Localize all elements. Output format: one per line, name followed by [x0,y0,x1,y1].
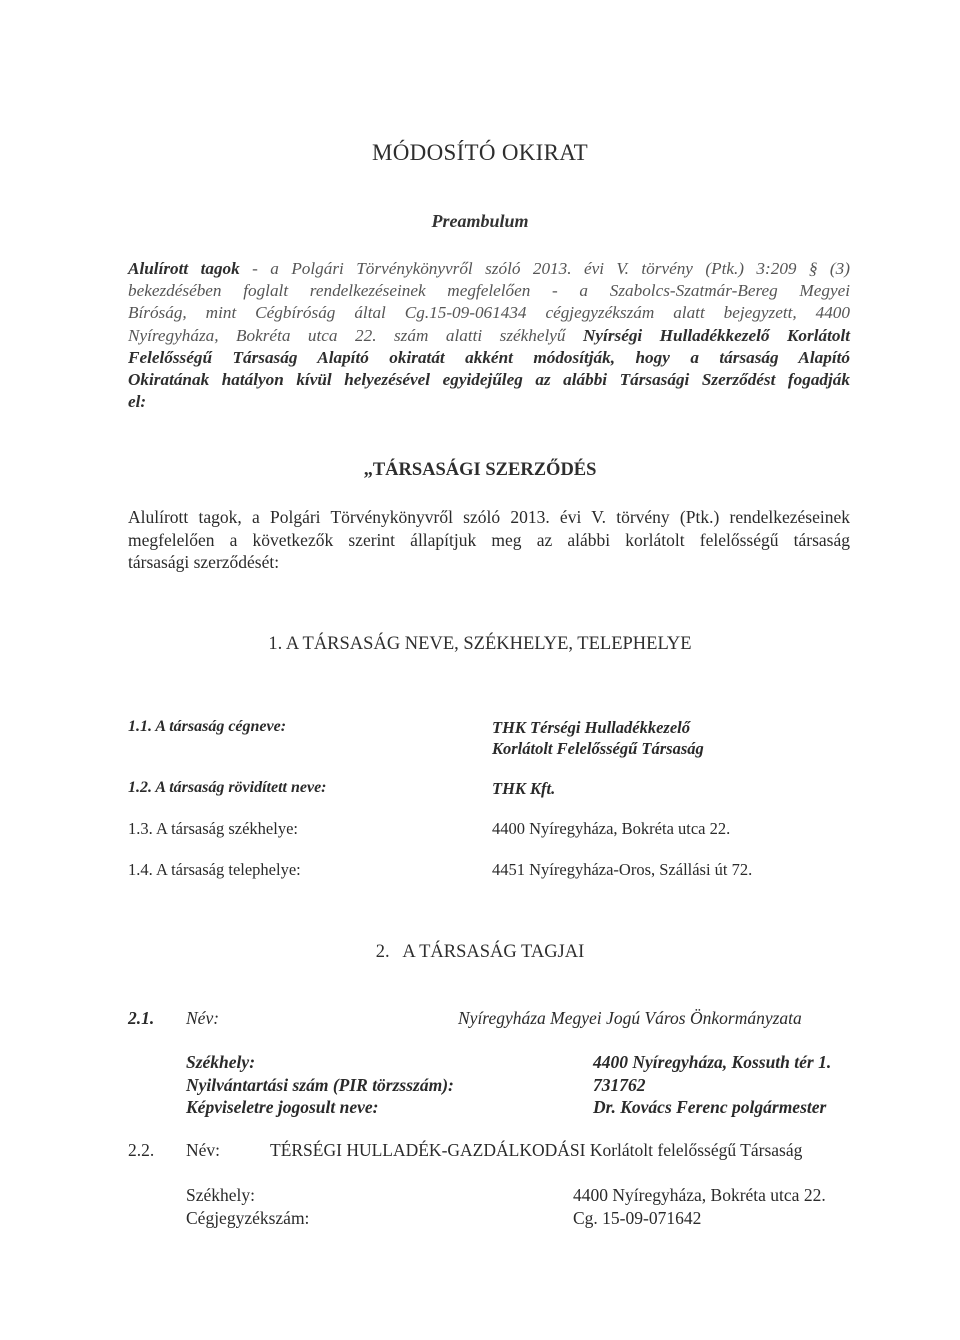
member1-rep: Dr. Kovács Ferenc polgármester [593,1097,827,1117]
preamble-paragraph: Alulírott tagok - a Polgári Törvénykönyvről szóló 2013. évi V. törvény (Ptk.) 3:209 § (3) bekezdésében foglalt rendelkezéseinek megfelelően - a Szabolcs-Szatmár-Bereg Megyei Bíróság, mint Cégbíróság által Cg.15-09-061434 cégjegyzékszám alatt bejegyzett, 4400 Nyíregyháza, Bokréta utca 22. szám alatti székhelyű Nyírségi Hulladékkezelő Korlátolt Felelősségű Társaság Alapító okiratát akként módosítják, hogy a társaság Alapító Okiratának hatályon kívül helyezésével egyidejűleg az alábbi Társasági Szerződést fogadják el: [128,259,851,412]
contract-heading: „TÁRSASÁGI SZERZŐDÉS [363,460,597,480]
row-1-1-value-2: Korlátolt Felelősségű Társaság [492,739,704,758]
member1-seat: 4400 Nyíregyháza, Kossuth tér 1. [593,1052,832,1072]
row-1-2-value: THK Kft. [492,779,556,798]
member2-seat: 4400 Nyíregyháza, Bokréta utca 22. [573,1185,826,1205]
preamble-heading: Preambulum [431,211,529,231]
row-1-2-label: 1.2. A társaság rövidített neve: [128,779,327,796]
member2-name: TÉRSÉGI HULLADÉK-GAZDÁLKODÁSI Korlátolt felelősségű Társaság [270,1140,803,1160]
member1-pir: 731762 [593,1075,646,1095]
preamble-members: Alulírott tagok [128,259,240,278]
member1-seat-label: Székhely: [186,1052,256,1072]
section2-heading: 2. A TÁRSASÁG TAGJAI [375,942,585,962]
company-old-name: Nyírségi Hulladékkezelő Korlátolt [583,325,851,345]
member2-reg: Cg. 15-09-071642 [573,1208,702,1228]
row-1-1-value: THK Térségi Hulladékkezelő [492,718,690,737]
section1-heading: 1. A TÁRSASÁG NEVE, SZÉKHELYE, TELEPHELYE [268,634,692,654]
member1-pir-label: Nyilvántartási szám (PIR törzsszám): [186,1075,454,1095]
member2-name-label: Név: [186,1140,221,1160]
member2-number: 2.2. [128,1140,155,1160]
row-1-3-value: 4400 Nyíregyháza, Bokréta utca 22. [492,819,731,838]
row-1-4-value: 4451 Nyíregyháza-Oros, Szállási út 72. [492,860,753,879]
row-1-4-label: 1.4. A társaság telephelye: [128,860,301,879]
member2-reg-label: Cégjegyzékszám: [186,1208,310,1228]
member2-seat-label: Székhely: [186,1185,256,1205]
member1-number: 2.1. [128,1008,155,1028]
member1-rep-label: Képviseletre jogosult neve: [186,1097,379,1117]
row-1-3-label: 1.3. A társaság székhelye: [128,819,298,838]
contract-intro: Alulírott tagok, a Polgári Törvénykönyvről szóló 2013. évi V. törvény (Ptk.) rendelkezéseinek megfelelően a következők szerint állapítjuk meg az alábbi korlátolt felelősségű társaság társasági szerződését: [128,507,850,572]
member1-name: Nyíregyháza Megyei Jogú Város Önkormányzata [458,1008,802,1028]
member1-name-label: Név: [186,1008,220,1028]
row-1-1-label: 1.1. A társaság cégneve: [128,718,287,735]
document-title: MÓDOSÍTÓ OKIRAT [372,140,588,165]
